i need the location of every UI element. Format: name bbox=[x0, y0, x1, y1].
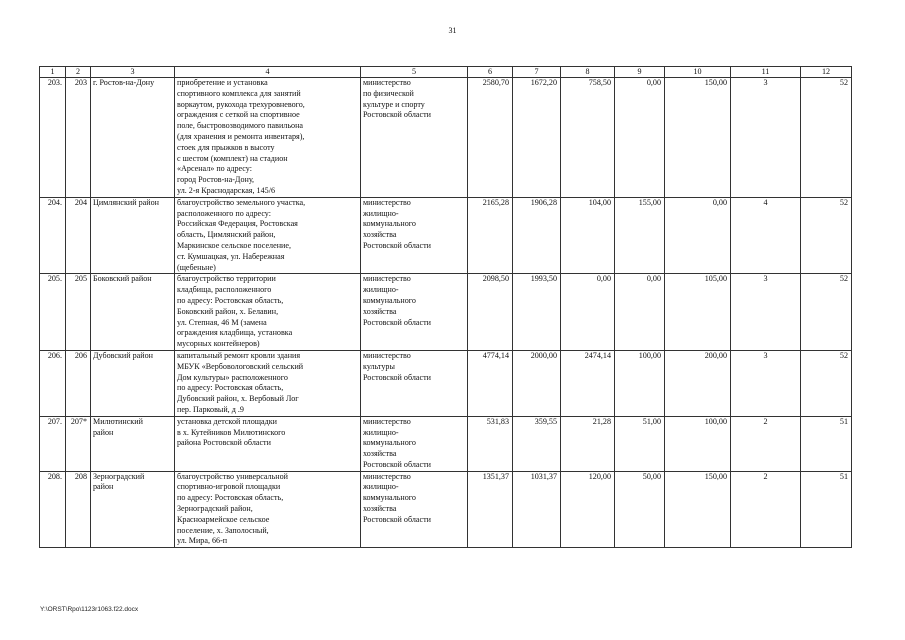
object-number-cell: 205 bbox=[66, 274, 91, 351]
responsible-ministry-line: министерство bbox=[363, 274, 411, 284]
object-description-line: поле, быстровозводимого павильона bbox=[177, 121, 304, 131]
responsible-ministry-line: Ростовской области bbox=[363, 459, 431, 469]
points-value-cell: 4 bbox=[731, 197, 801, 274]
population-amount-cell: 0,00 bbox=[615, 274, 665, 351]
object-description-line: Зерноградский район, bbox=[177, 504, 253, 514]
responsible-ministry-line: по физической bbox=[363, 88, 414, 98]
object-description-line: (щебеньне) bbox=[177, 262, 216, 272]
business-amount-cell: 200,00 bbox=[665, 350, 731, 416]
score-value-cell: 51 bbox=[801, 416, 852, 471]
object-description-line: с шестом (комплект) на стадион bbox=[177, 153, 288, 163]
object-description-cell bbox=[175, 471, 361, 548]
municipality-cell bbox=[91, 350, 175, 416]
total-amount-cell: 2165,28 bbox=[468, 197, 513, 274]
total-amount-cell: 1351,37 bbox=[468, 471, 513, 548]
responsible-ministry-line: Ростовской области bbox=[363, 317, 431, 327]
business-amount-cell: 150,00 bbox=[665, 471, 731, 548]
responsible-ministry-line: жилищно- bbox=[363, 482, 399, 492]
responsible-ministry-line: министерство bbox=[363, 78, 411, 87]
total-amount-cell: 2580,70 bbox=[468, 78, 513, 198]
column-header: 12 bbox=[801, 67, 852, 78]
column-header: 9 bbox=[615, 67, 665, 78]
column-header: 10 bbox=[665, 67, 731, 78]
score-value-cell: 52 bbox=[801, 197, 852, 274]
business-amount-cell: 0,00 bbox=[665, 197, 731, 274]
object-description-line: пер. Парковый, д .9 bbox=[177, 404, 244, 414]
row-index-cell: 206. bbox=[40, 350, 66, 416]
local-amount-cell: 2474,14 bbox=[561, 350, 615, 416]
object-description-line: МБУК «Вербовологовский сельский bbox=[177, 361, 304, 371]
object-description-line: стоек для прыжков в высоту bbox=[177, 142, 275, 152]
score-value-cell: 52 bbox=[801, 78, 852, 198]
score-value-cell: 52 bbox=[801, 350, 852, 416]
local-amount-cell: 21,28 bbox=[561, 416, 615, 471]
object-number-cell: 203 bbox=[66, 78, 91, 198]
regional-amount-cell: 1672,20 bbox=[513, 78, 561, 198]
responsible-ministry-line: Ростовской области bbox=[363, 240, 431, 250]
object-description-line: приобретение и установка bbox=[177, 78, 268, 87]
responsible-ministry-line: министерство bbox=[363, 350, 411, 360]
object-description-cell bbox=[175, 197, 361, 274]
municipality-cell bbox=[91, 274, 175, 351]
object-description-line: поселение, х. Заполосный, bbox=[177, 525, 269, 535]
object-description-line: мусорных контейнеров) bbox=[177, 339, 260, 349]
regional-amount-cell: 1906,28 bbox=[513, 197, 561, 274]
row-index-cell: 204. bbox=[40, 197, 66, 274]
responsible-ministry-line: коммунального bbox=[363, 219, 416, 229]
municipality-cell bbox=[91, 197, 175, 274]
row-index-cell: 208. bbox=[40, 471, 66, 548]
object-description-line: область, Цимлянский район, bbox=[177, 230, 276, 240]
responsible-ministry-line: культуры bbox=[363, 361, 395, 371]
responsible-ministry-line: жилищно- bbox=[363, 208, 399, 218]
responsible-ministry-line: жилищно- bbox=[363, 285, 399, 295]
local-amount-cell: 0,00 bbox=[561, 274, 615, 351]
municipality-line: район bbox=[93, 482, 114, 492]
object-description-line: капитальный ремонт кровли здания bbox=[177, 350, 301, 360]
population-amount-cell: 155,00 bbox=[615, 197, 665, 274]
total-amount-cell: 531,83 bbox=[468, 416, 513, 471]
business-amount-cell: 100,00 bbox=[665, 416, 731, 471]
points-value-cell: 3 bbox=[731, 350, 801, 416]
column-header: 7 bbox=[513, 67, 561, 78]
object-description-cell bbox=[175, 274, 361, 351]
regional-amount-cell: 359,55 bbox=[513, 416, 561, 471]
object-description-line: ул. 2-я Краснодарская, 145/6 bbox=[177, 185, 275, 195]
responsible-ministry-line: хозяйства bbox=[363, 449, 397, 459]
object-description-line: спортивно-игровой площадки bbox=[177, 482, 281, 492]
responsible-ministry-line: коммунального bbox=[363, 493, 416, 503]
points-value-cell: 3 bbox=[731, 78, 801, 198]
responsible-ministry-line: министерство bbox=[363, 471, 411, 481]
municipality-line: Цимлянский район bbox=[93, 197, 159, 207]
column-header: 8 bbox=[561, 67, 615, 78]
column-header: 4 bbox=[175, 67, 361, 78]
business-amount-cell: 105,00 bbox=[665, 274, 731, 351]
object-number-cell: 207* bbox=[66, 416, 91, 471]
object-number-cell: 208 bbox=[66, 471, 91, 548]
object-description-line: района Ростовской области bbox=[177, 438, 271, 448]
responsible-ministry-line: Ростовской области bbox=[363, 110, 431, 120]
score-value-cell: 51 bbox=[801, 471, 852, 548]
responsible-ministry-line: жилищно- bbox=[363, 427, 399, 437]
object-description-line: ул. Мира, 66-п bbox=[177, 536, 228, 546]
column-header: 3 bbox=[91, 67, 175, 78]
table-row bbox=[40, 471, 852, 548]
object-description-line: благоустройство территории bbox=[177, 274, 276, 284]
responsible-ministry-cell bbox=[361, 471, 468, 548]
object-description-line: (для хранения и ремонта инвентаря), bbox=[177, 131, 305, 141]
object-description-line: Маркинское сельское поселение, bbox=[177, 240, 291, 250]
row-index-cell: 205. bbox=[40, 274, 66, 351]
municipality-line: Боковский район bbox=[93, 274, 152, 284]
responsible-ministry-cell bbox=[361, 416, 468, 471]
regional-amount-cell: 1993,50 bbox=[513, 274, 561, 351]
table-row bbox=[40, 416, 852, 471]
page-number: 31 bbox=[448, 26, 457, 35]
points-value-cell: 3 bbox=[731, 274, 801, 351]
column-header: 1 bbox=[40, 67, 66, 78]
responsible-ministry-line: хозяйства bbox=[363, 504, 397, 514]
object-description-cell bbox=[175, 350, 361, 416]
object-description-line: ограждения с сеткой на спортивное bbox=[177, 110, 300, 120]
table-body bbox=[40, 78, 852, 548]
local-amount-cell: 104,00 bbox=[561, 197, 615, 274]
municipality-line: район bbox=[93, 427, 114, 437]
row-index-cell: 203. bbox=[40, 78, 66, 198]
points-value-cell: 2 bbox=[731, 416, 801, 471]
object-description-cell bbox=[175, 78, 361, 198]
object-description-line: ул. Степная, 46 М (замена bbox=[177, 317, 267, 327]
object-description-line: ограждения кладбища, установка bbox=[177, 328, 293, 338]
responsible-ministry-line: культуре и спорту bbox=[363, 99, 425, 109]
responsible-ministry-line: коммунального bbox=[363, 295, 416, 305]
municipality-line: Зерноградский bbox=[93, 471, 145, 481]
responsible-ministry-line: хозяйства bbox=[363, 306, 397, 316]
responsible-ministry-cell bbox=[361, 78, 468, 198]
responsible-ministry-cell bbox=[361, 350, 468, 416]
municipality-line: Дубовский район bbox=[93, 350, 153, 360]
responsible-ministry-line: министерство bbox=[363, 416, 411, 426]
municipality-line: Милютинский bbox=[93, 416, 143, 426]
population-amount-cell: 100,00 bbox=[615, 350, 665, 416]
points-value-cell: 2 bbox=[731, 471, 801, 548]
table-row bbox=[40, 78, 852, 198]
object-description-cell bbox=[175, 416, 361, 471]
object-description-line: «Арсенал» по адресу: bbox=[177, 164, 252, 174]
object-description-line: воркаутом, рукохода трехуровневого, bbox=[177, 99, 305, 109]
object-description-line: установка детской площадки bbox=[177, 416, 277, 426]
object-description-line: по адресу: Ростовская область, bbox=[177, 493, 284, 503]
total-amount-cell: 2098,50 bbox=[468, 274, 513, 351]
object-description-line: благоустройство универсальной bbox=[177, 471, 288, 481]
score-value-cell: 52 bbox=[801, 274, 852, 351]
local-amount-cell: 758,50 bbox=[561, 78, 615, 198]
table-row bbox=[40, 274, 852, 351]
municipality-cell bbox=[91, 78, 175, 198]
object-description-line: в х. Кутейников Милютинского bbox=[177, 427, 286, 437]
object-description-line: Дом культуры» расположенного bbox=[177, 372, 288, 382]
column-number-row bbox=[40, 67, 852, 78]
responsible-ministry-line: хозяйства bbox=[363, 230, 397, 240]
data-table bbox=[39, 66, 852, 548]
row-index-cell: 207. bbox=[40, 416, 66, 471]
object-description-line: благоустройство земельного участка, bbox=[177, 197, 306, 207]
responsible-ministry-line: Ростовской области bbox=[363, 372, 431, 382]
column-header: 6 bbox=[468, 67, 513, 78]
municipality-cell bbox=[91, 471, 175, 548]
object-description-line: Красноармейское сельское bbox=[177, 514, 270, 524]
population-amount-cell: 51,00 bbox=[615, 416, 665, 471]
responsible-ministry-cell bbox=[361, 197, 468, 274]
responsible-ministry-line: министерство bbox=[363, 197, 411, 207]
responsible-ministry-line: коммунального bbox=[363, 438, 416, 448]
column-header: 2 bbox=[66, 67, 91, 78]
object-description-line: по адресу: Ростовская область, bbox=[177, 295, 284, 305]
responsible-ministry-line: Ростовской области bbox=[363, 514, 431, 524]
regional-amount-cell: 1031,37 bbox=[513, 471, 561, 548]
responsible-ministry-cell bbox=[361, 274, 468, 351]
population-amount-cell: 0,00 bbox=[615, 78, 665, 198]
object-description-line: спортивного комплекса для занятий bbox=[177, 88, 301, 98]
object-description-line: кладбища, расположенного bbox=[177, 285, 272, 295]
object-description-line: по адресу: Ростовская область, bbox=[177, 383, 284, 393]
object-description-line: город Ростов-на-Дону, bbox=[177, 175, 255, 185]
local-amount-cell: 120,00 bbox=[561, 471, 615, 548]
population-amount-cell: 50,00 bbox=[615, 471, 665, 548]
table-row bbox=[40, 350, 852, 416]
regional-amount-cell: 2000,00 bbox=[513, 350, 561, 416]
column-header: 5 bbox=[361, 67, 468, 78]
object-description-line: Боковский район, х. Белавин, bbox=[177, 306, 279, 316]
municipality-cell bbox=[91, 416, 175, 471]
object-description-line: ст. Кумшацкая, ул. Набережная bbox=[177, 251, 285, 261]
total-amount-cell: 4774,14 bbox=[468, 350, 513, 416]
object-description-line: Российская Федерация, Ростовская bbox=[177, 219, 298, 229]
object-description-line: расположенного по адресу: bbox=[177, 208, 271, 218]
column-header: 11 bbox=[731, 67, 801, 78]
object-description-line: Дубовский район, х. Вербовый Лог bbox=[177, 394, 299, 404]
object-number-cell: 206 bbox=[66, 350, 91, 416]
footer-file-path: Y:\ORST\Rpo\1123r1063.f22.docx bbox=[40, 606, 139, 613]
municipality-line: г. Ростов-на-Дону bbox=[93, 78, 155, 87]
object-number-cell: 204 bbox=[66, 197, 91, 274]
business-amount-cell: 150,00 bbox=[665, 78, 731, 198]
table-row bbox=[40, 197, 852, 274]
